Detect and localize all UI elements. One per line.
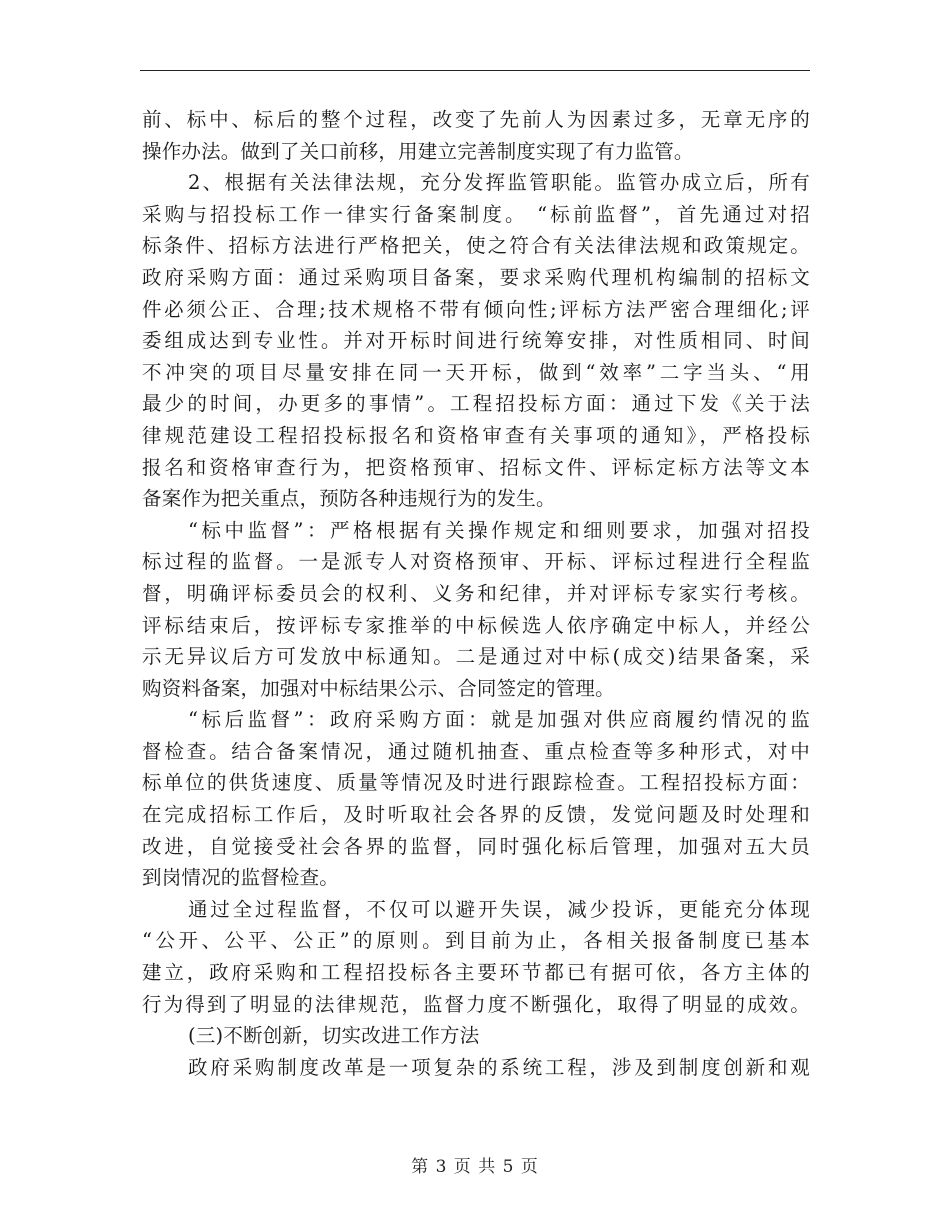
body-text: [142, 104, 810, 1083]
text-line: 标条件、招标方法进行严格把关，使之符合有关法律法规和政策规定。: [142, 234, 810, 258]
text-line: 备案作为把关重点，预防各种违规行为的发生。: [142, 487, 556, 511]
text-line: 行为得到了明显的法律规范，监督力度不断强化，取得了明显的成效。: [142, 992, 810, 1016]
text-line: 建立，政府采购和工程招投标各主要环节都已有据可依，各方主体的: [142, 961, 810, 985]
text-line: (三)不断创新，切实改进工作方法: [188, 1024, 480, 1048]
text-line: 购资料备案，加强对中标结果公示、合同签定的管理。: [142, 676, 615, 700]
text-line: 标单位的供货速度、质量等情况及时进行跟踪检查。工程招投标方面：: [142, 771, 810, 795]
text-line: 政府采购制度改革是一项复杂的系统工程，涉及到制度创新和观: [188, 1055, 810, 1079]
text-line: 示无异议后方可发放中标通知。二是通过对中标(成交)结果备案，采: [142, 645, 810, 669]
text-line: 件必须公正、合理;技术规格不带有倾向性;评标方法严密合理细化;评: [142, 297, 810, 321]
text-line: 督，明确评标委员会的权利、义务和纪律，并对评标专家实行考核。: [142, 581, 810, 605]
text-line: 最少的时间，办更多的事情”。工程招投标方面：通过下发《关于法: [142, 392, 810, 416]
text-line: “标后监督”：政府采购方面：就是加强对供应商履约情况的监: [188, 708, 810, 732]
text-line: “标中监督”：严格根据有关操作规定和细则要求，加强对招投: [188, 518, 810, 542]
text-line: 操作办法。做到了关口前移，用建立完善制度实现了有力监管。: [142, 139, 694, 163]
text-line: 在完成招标工作后，及时听取社会各界的反馈，发觉问题及时处理和: [142, 803, 810, 827]
text-line: 政府采购方面：通过采购项目备案，要求采购代理机构编制的招标文: [142, 265, 810, 289]
text-line: 采购与招投标工作一律实行备案制度。 “标前监督”，首先通过对招: [142, 202, 810, 226]
text-line: 前、标中、标后的整个过程，改变了先前人为因素过多，无章无序的: [142, 108, 810, 131]
text-line: 改进，自觉接受社会各界的监督，同时强化标后管理，加强对五大员: [142, 834, 810, 858]
text-line: 到岗情况的监督检查。: [142, 866, 340, 890]
text-line: 2、根据有关法律法规，充分发挥监管职能。监管办成立后，所有: [188, 171, 810, 195]
header-rule: [140, 70, 810, 71]
text-line: 督检查。结合备案情况，通过随机抽查、重点检查等多种形式，对中: [142, 739, 810, 763]
text-line: 通过全过程监督，不仅可以避开失误，减少投诉，更能充分体现: [188, 897, 810, 921]
text-line: 律规范建设工程招投标报名和资格审查有关事项的通知》，严格投标: [142, 423, 810, 447]
page-footer: 第 3 页 共 5 页: [411, 1157, 539, 1177]
text-line: 报名和资格审查行为，把资格预审、招标文件、评标定标方法等文本: [142, 455, 810, 479]
text-line: 委组成达到专业性。并对开标时间进行统筹安排，对性质相同、时间: [142, 329, 810, 353]
text-line: 不冲突的项目尽量安排在同一天开标，做到“效率”二字当头、“用: [142, 360, 810, 384]
text-line: 标过程的监督。一是派专人对资格预审、开标、评标过程进行全程监: [142, 550, 810, 574]
text-line: “公开、公平、公正”的原则。到目前为止，各相关报备制度已基本: [142, 929, 810, 953]
text-line: 评标结束后，按评标专家推举的中标候选人依序确定中标人，并经公: [142, 613, 810, 637]
